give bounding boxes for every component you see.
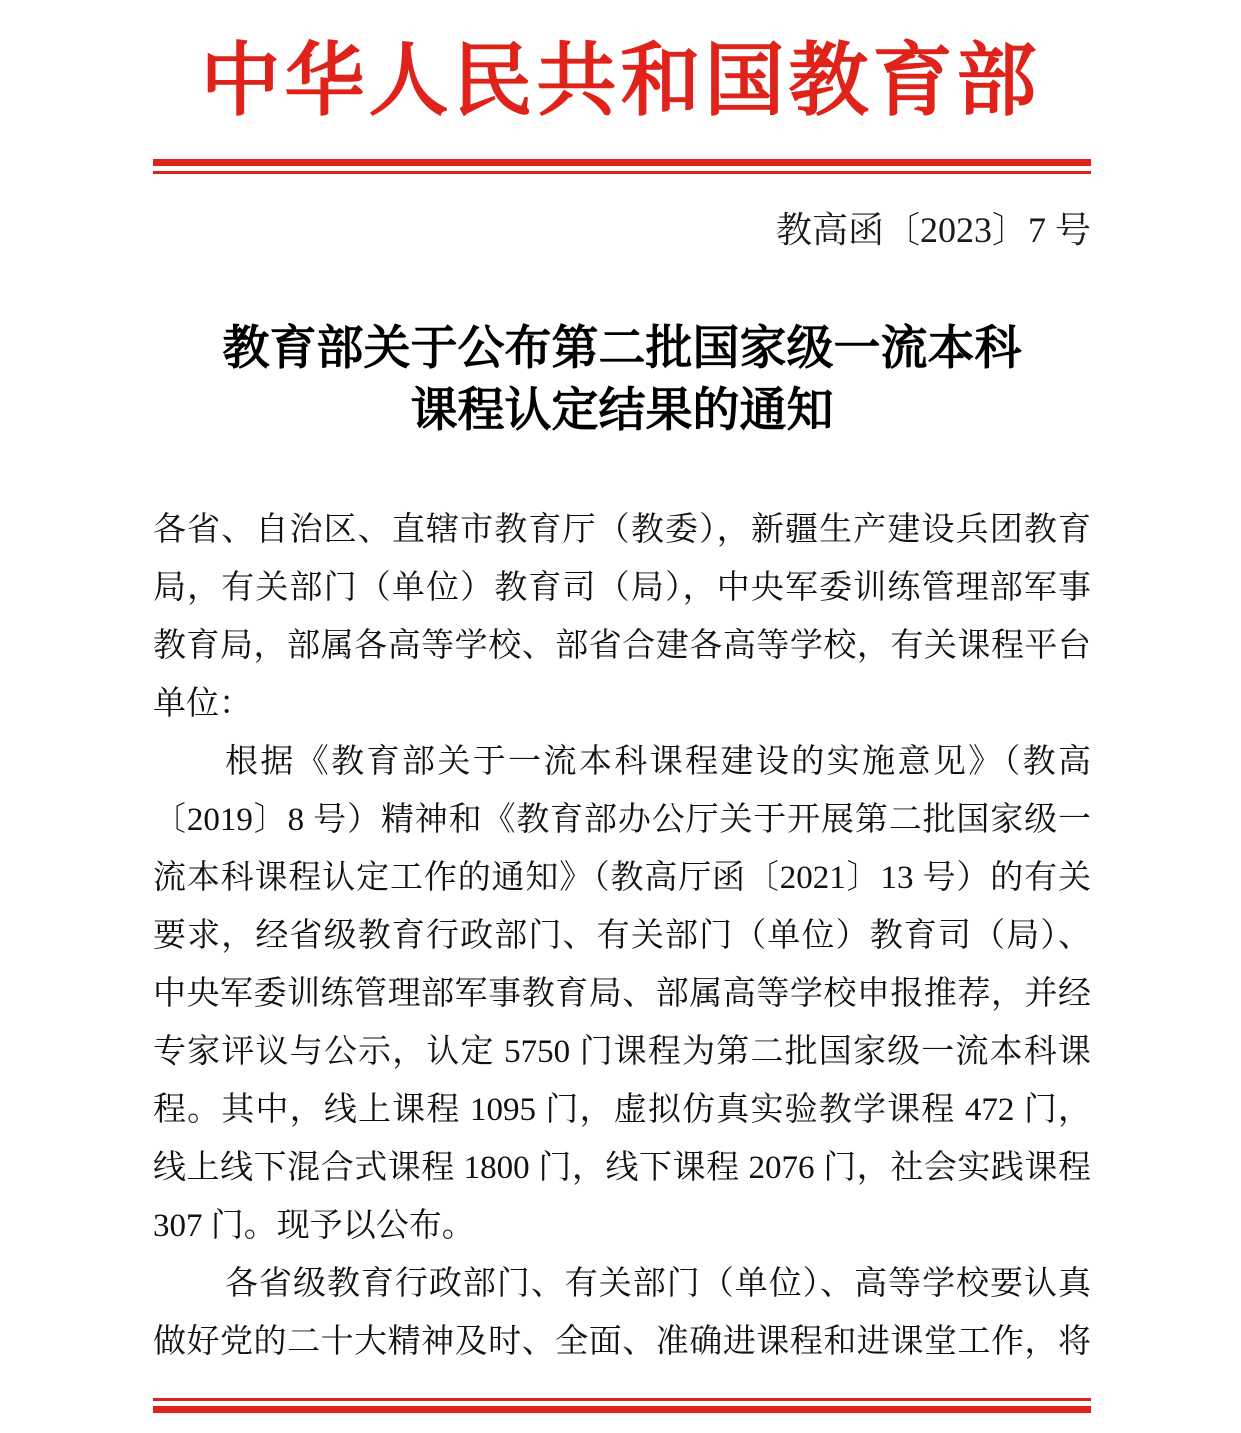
body-line: 专家评议与公示，认定 5750 门课程为第二批国家级一流本科课 — [153, 1034, 1091, 1070]
document-body — [153, 501, 1091, 1371]
body-line: 做好党的二十大精神及时、全面、准确进课程和进课堂工作，将 — [153, 1324, 1091, 1360]
document-title — [153, 318, 1091, 442]
footer-rule-thick — [153, 1406, 1091, 1413]
body-line: 局，有关部门（单位）教育司（局），中央军委训练管理部军事 — [153, 570, 1091, 606]
document-title-line2: 课程认定结果的通知 — [410, 385, 834, 437]
body-line: 要求，经省级教育行政部门、有关部门（单位）教育司（局）、 — [153, 918, 1091, 954]
ministry-header-title: 中华人民共和国教育部 — [200, 38, 1041, 126]
document-number: 教高函〔2023〕7 号 — [775, 210, 1091, 250]
footer-rule-thin — [153, 1398, 1091, 1401]
body-line: 线上线下混合式课程 1800 门，线下课程 2076 门，社会实践课程 — [153, 1150, 1091, 1186]
header-rule-thick — [153, 159, 1091, 166]
body-line: 307 门。现予以公布。 — [153, 1208, 475, 1244]
document-title-line1: 教育部关于公布第二批国家级一流本科 — [222, 323, 1022, 375]
body-line: 各省、自治区、直辖市教育厅（教委），新疆生产建设兵团教育 — [153, 512, 1091, 548]
body-line: 流本科课程认定工作的通知》（教高厅函〔2021〕13 号）的有关 — [153, 860, 1091, 896]
header-rule-thin — [153, 171, 1091, 174]
body-line: 〔2019〕8 号）精神和《教育部办公厅关于开展第二批国家级一 — [153, 802, 1091, 838]
body-line: 单位： — [153, 686, 252, 722]
body-line: 根据《教育部关于一流本科课程建设的实施意见》（教高 — [225, 744, 1091, 780]
body-line: 中央军委训练管理部军事教育局、部属高等学校申报推荐，并经 — [153, 976, 1091, 1012]
body-line: 程。其中，线上课程 1095 门，虚拟仿真实验教学课程 472 门， — [153, 1092, 1091, 1128]
body-line: 各省级教育行政部门、有关部门（单位）、高等学校要认真 — [225, 1266, 1091, 1302]
body-line: 教育局，部属各高等学校、部省合建各高等学校，有关课程平台 — [153, 628, 1091, 664]
